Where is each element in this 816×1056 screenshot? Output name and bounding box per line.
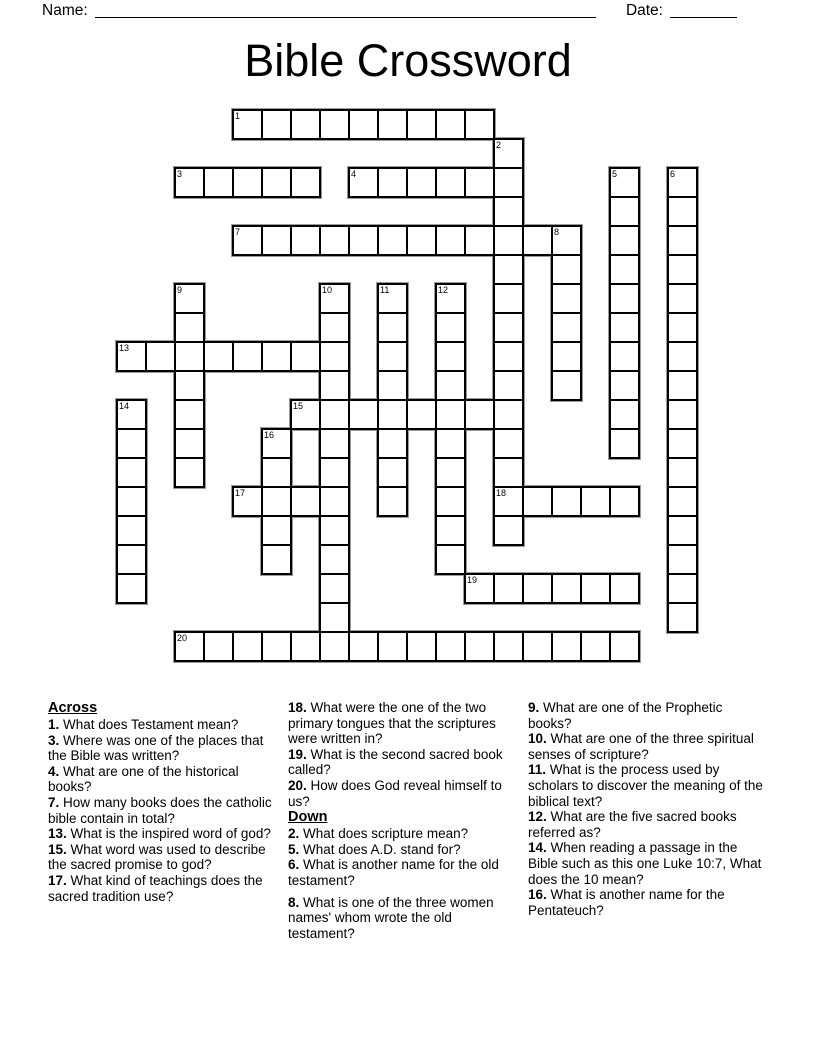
cell-number-6: 6 — [670, 169, 676, 179]
grid-cell[interactable] — [551, 573, 582, 604]
grid-cell[interactable] — [609, 254, 640, 285]
clue-number: 5. — [288, 841, 300, 857]
page-title: Bible Crossword — [244, 35, 572, 86]
grid-cell[interactable] — [464, 225, 495, 256]
grid-cell[interactable] — [377, 486, 408, 517]
grid-cell[interactable] — [609, 573, 640, 604]
grid-cell[interactable] — [261, 225, 292, 256]
grid-cell[interactable] — [464, 109, 495, 140]
grid-cell[interactable] — [435, 457, 466, 488]
cell-number-15: 15 — [293, 401, 304, 411]
grid-cell[interactable] — [667, 602, 698, 633]
grid-cell[interactable] — [435, 428, 466, 459]
clue-item-5: 5. What does A.D. stand for? — [288, 841, 461, 857]
cell-number-10: 10 — [322, 285, 333, 295]
grid-cell[interactable] — [493, 457, 524, 488]
grid-cell[interactable] — [580, 631, 611, 662]
clue-number: 1. — [48, 717, 60, 732]
grid-cell[interactable] — [290, 225, 321, 256]
grid-cell[interactable] — [377, 370, 408, 401]
grid-cell[interactable] — [464, 399, 495, 430]
grid-cell[interactable] — [232, 341, 263, 372]
clue-number: 6. — [288, 857, 300, 873]
grid-cell[interactable] — [348, 399, 379, 430]
clue-item-13: 13. What is the inspired word of god? — [48, 826, 271, 842]
grid-cell[interactable] — [319, 225, 350, 256]
grid-cell[interactable] — [174, 312, 205, 343]
clue-item-2: 2. What does scripture mean? — [288, 826, 469, 842]
clue-number: 4. — [48, 763, 60, 779]
clue-item-7: 7. How many books does the catholic bible contain in total? — [48, 794, 272, 826]
grid-cell[interactable] — [319, 399, 350, 430]
grid-cell[interactable] — [493, 283, 524, 314]
cell-number-9: 9 — [177, 285, 183, 295]
grid-cell[interactable] — [580, 486, 611, 517]
name-label: Name: — [42, 2, 88, 19]
grid-cell[interactable] — [667, 486, 698, 517]
grid-cell[interactable] — [348, 109, 379, 140]
clue-number: 15. — [48, 841, 67, 857]
grid-cell[interactable] — [667, 283, 698, 314]
grid-cell[interactable] — [667, 225, 698, 256]
clues-across-header: Across — [48, 700, 98, 716]
grid-cell[interactable] — [377, 631, 408, 662]
grid-cell[interactable] — [377, 428, 408, 459]
grid-cell[interactable] — [232, 631, 263, 662]
grid-cell[interactable] — [667, 573, 698, 604]
grid-cell[interactable] — [667, 544, 698, 575]
clue-number: 3. — [48, 732, 60, 748]
clue-item-3: 3. Where was one of the places that the Bible was written? — [48, 732, 264, 764]
grid-cell[interactable] — [406, 225, 437, 256]
grid-cell[interactable] — [667, 457, 698, 488]
grid-cell[interactable] — [435, 312, 466, 343]
grid-cell[interactable] — [551, 312, 582, 343]
grid-cell[interactable] — [377, 399, 408, 430]
grid-cell[interactable] — [551, 370, 582, 401]
grid-cell[interactable] — [319, 109, 350, 140]
grid-cell[interactable] — [667, 515, 698, 546]
clue-item-9: 9. What are one of the Prophetic books? — [528, 700, 723, 731]
cell-number-11: 11 — [380, 285, 390, 295]
grid-cell[interactable] — [377, 167, 408, 198]
cell-number-8: 8 — [554, 227, 560, 237]
grid-cell[interactable] — [667, 196, 698, 227]
grid-cell[interactable] — [609, 486, 640, 517]
clue-number: 17. — [48, 872, 67, 888]
grid-cell[interactable] — [493, 515, 524, 546]
clue-item-20: 20. How does God reveal himself to us? — [288, 777, 502, 809]
cell-number-2: 2 — [496, 140, 502, 150]
clue-item-8: 8. What is one of the three women names' whom wrote the old testament? — [288, 894, 494, 941]
clue-item-11: 11. What is the process used by scholars to discover the meaning of the biblical text? — [528, 762, 763, 809]
grid-cell[interactable] — [435, 225, 466, 256]
grid-cell[interactable] — [348, 225, 379, 256]
grid-cell[interactable] — [609, 225, 640, 256]
grid-cell[interactable] — [551, 254, 582, 285]
cell-number-18: 18 — [496, 488, 507, 498]
clue-number: 20. — [288, 777, 307, 793]
grid-cell[interactable] — [609, 370, 640, 401]
grid-cell[interactable] — [667, 428, 698, 459]
clue-item-15: 15. What word was used to describe the sacred promise to god? — [48, 841, 266, 873]
grid-cell[interactable] — [551, 283, 582, 314]
clue-number: 19. — [288, 746, 307, 762]
grid-cell[interactable] — [435, 341, 466, 372]
cell-number-3: 3 — [177, 169, 183, 179]
grid-cell[interactable] — [319, 457, 350, 488]
grid-cell[interactable] — [522, 486, 553, 517]
cell-number-7: 7 — [235, 227, 241, 237]
clue-number: 13. — [48, 826, 67, 842]
grid-cell[interactable] — [377, 312, 408, 343]
grid-cell[interactable] — [261, 486, 292, 517]
cell-number-4: 4 — [351, 169, 357, 179]
clue-item-17: 17. What kind of teachings does the sacred tradition use? — [48, 872, 263, 904]
grid-cell[interactable] — [551, 631, 582, 662]
grid-cell[interactable] — [493, 167, 524, 198]
grid-cell[interactable] — [290, 486, 321, 517]
clue-number: 2. — [288, 826, 300, 842]
grid-cell[interactable] — [667, 254, 698, 285]
grid-cell[interactable] — [261, 515, 292, 546]
cell-number-13: 13 — [119, 343, 130, 353]
clue-column-3 — [528, 700, 764, 918]
clue-number: 9. — [528, 700, 540, 715]
grid-cell[interactable] — [203, 631, 234, 662]
grid-cell[interactable] — [522, 573, 553, 604]
grid-cell[interactable] — [435, 631, 466, 662]
cell-number-17: 17 — [235, 488, 246, 498]
grid-cell[interactable] — [493, 312, 524, 343]
grid-cell[interactable] — [261, 544, 292, 575]
clue-item-16: 16. What is another name for the Pentateuch? — [528, 887, 725, 918]
clue-item-1: 1. What does Testament mean? — [48, 717, 239, 732]
grid-cell[interactable] — [435, 167, 466, 198]
grid-cell[interactable] — [435, 544, 466, 575]
cell-number-12: 12 — [438, 285, 449, 295]
grid-cell[interactable] — [116, 457, 147, 488]
clue-number: 10. — [528, 731, 547, 747]
grid-cell[interactable] — [377, 109, 408, 140]
grid-cell[interactable] — [290, 167, 321, 198]
grid-cell[interactable] — [493, 428, 524, 459]
grid-cell[interactable] — [609, 631, 640, 662]
grid-cell[interactable] — [116, 544, 147, 575]
grid-cell[interactable] — [609, 428, 640, 459]
grid-cell[interactable] — [609, 341, 640, 372]
grid-cell[interactable] — [174, 341, 205, 372]
grid-cell[interactable] — [290, 631, 321, 662]
clue-item-6: 6. What is another name for the old testament? — [288, 857, 499, 888]
clue-column-2 — [288, 700, 520, 941]
grid-cell[interactable] — [290, 109, 321, 140]
grid-cell[interactable] — [609, 399, 640, 430]
grid-cell[interactable] — [493, 254, 524, 285]
grid-cell[interactable] — [261, 457, 292, 488]
clue-number: 7. — [48, 794, 60, 810]
grid-cell[interactable] — [319, 573, 350, 604]
clue-number: 18. — [288, 700, 307, 715]
grid-cell[interactable] — [174, 370, 205, 401]
grid-cell[interactable] — [493, 399, 524, 430]
grid-cell[interactable] — [174, 428, 205, 459]
cell-number-16: 16 — [264, 430, 275, 440]
grid-cell[interactable] — [667, 370, 698, 401]
grid-cell[interactable] — [290, 341, 321, 372]
grid-cell[interactable] — [261, 167, 292, 198]
grid-cell[interactable] — [493, 573, 524, 604]
grid-cell[interactable] — [435, 515, 466, 546]
grid-cell[interactable] — [145, 341, 176, 372]
cell-number-20: 20 — [177, 633, 188, 643]
grid-cell[interactable] — [203, 341, 234, 372]
grid-cell[interactable] — [174, 399, 205, 430]
grid-cell[interactable] — [551, 341, 582, 372]
grid-cell[interactable] — [377, 457, 408, 488]
clue-number: 12. — [528, 809, 547, 825]
cell-number-1: 1 — [235, 111, 241, 121]
grid-cell[interactable] — [493, 631, 524, 662]
grid-cell[interactable] — [319, 515, 350, 546]
grid-cell[interactable] — [464, 631, 495, 662]
grid-cell[interactable] — [493, 370, 524, 401]
grid-cell[interactable] — [667, 312, 698, 343]
grid-cell[interactable] — [464, 167, 495, 198]
grid-cell[interactable] — [203, 167, 234, 198]
grid-cell[interactable] — [377, 341, 408, 372]
grid-cell[interactable] — [116, 428, 147, 459]
grid-cell[interactable] — [261, 631, 292, 662]
cell-number-19: 19 — [467, 575, 478, 585]
grid-cell[interactable] — [667, 341, 698, 372]
grid-cell[interactable] — [116, 515, 147, 546]
grid-cell[interactable] — [319, 486, 350, 517]
clue-item-10: 10. What are one of the three spiritual senses of scripture? — [528, 731, 754, 762]
grid-cell[interactable] — [435, 109, 466, 140]
grid-cell[interactable] — [522, 225, 553, 256]
grid-cell[interactable] — [348, 631, 379, 662]
grid-cell[interactable] — [580, 573, 611, 604]
grid-cell[interactable] — [261, 341, 292, 372]
grid-cell[interactable] — [609, 312, 640, 343]
grid-cell[interactable] — [319, 544, 350, 575]
clue-number: 8. — [288, 894, 300, 910]
grid-cell[interactable] — [435, 486, 466, 517]
grid-cell[interactable] — [435, 399, 466, 430]
grid-cell[interactable] — [667, 399, 698, 430]
grid-cell[interactable] — [609, 283, 640, 314]
grid-cell[interactable] — [261, 109, 292, 140]
grid-cell[interactable] — [319, 341, 350, 372]
grid-cell[interactable] — [319, 631, 350, 662]
clue-number: 11. — [528, 762, 547, 778]
grid-cell[interactable] — [319, 428, 350, 459]
grid-cell[interactable] — [493, 341, 524, 372]
clue-column-1 — [48, 700, 280, 904]
grid-cell[interactable] — [116, 486, 147, 517]
grid-cell[interactable] — [609, 196, 640, 227]
date-label: Date: — [625, 2, 663, 19]
clue-item-19: 19. What is the second sacred book called? — [288, 746, 503, 778]
grid-cell[interactable] — [116, 573, 147, 604]
clue-number: 14. — [528, 840, 547, 856]
clue-item-4: 4. What are one of the historical books? — [48, 763, 239, 795]
grid-cell[interactable] — [406, 399, 437, 430]
grid-cell[interactable] — [435, 370, 466, 401]
grid-cell[interactable] — [406, 109, 437, 140]
grid-cell[interactable] — [551, 486, 582, 517]
cell-number-14: 14 — [119, 401, 130, 411]
grid-cell[interactable] — [174, 457, 205, 488]
cell-number-5: 5 — [612, 169, 618, 179]
clues-down-header: Down — [288, 809, 328, 826]
grid-cell[interactable] — [319, 312, 350, 343]
grid-cell[interactable] — [232, 167, 263, 198]
clue-item-14: 14. When reading a passage in the Bible such as this one Luke 10:7, What does the 10 mean? — [528, 840, 762, 887]
grid-cell[interactable] — [493, 225, 524, 256]
grid-cell[interactable] — [377, 225, 408, 256]
grid-cell[interactable] — [319, 370, 350, 401]
clue-number: 16. — [528, 887, 547, 903]
clue-item-18: 18. What were the one of the two primary tongues that the scriptures were written in? — [288, 700, 496, 747]
grid-cell[interactable] — [522, 631, 553, 662]
grid-cell[interactable] — [406, 631, 437, 662]
grid-cell[interactable] — [493, 196, 524, 227]
grid-cell[interactable] — [319, 602, 350, 633]
grid-cell[interactable] — [406, 167, 437, 198]
clue-item-12: 12. What are the five sacred books referred as? — [528, 809, 737, 840]
